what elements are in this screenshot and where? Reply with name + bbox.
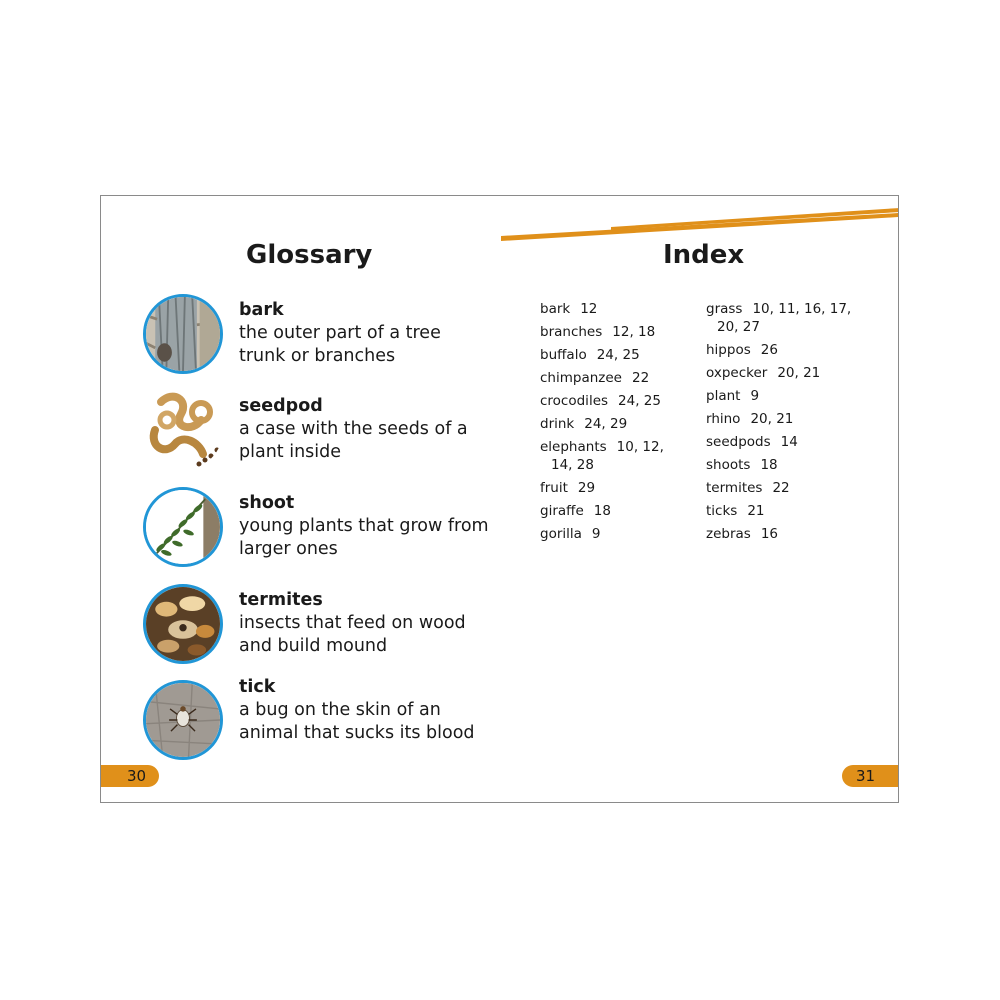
glossary-term: bark bbox=[239, 300, 284, 320]
glossary-definition: the outer part of a tree trunk or branches bbox=[239, 323, 441, 366]
glossary-definition: a case with the seeds of a plant inside bbox=[239, 419, 468, 462]
index-entry: seedpods 14 bbox=[706, 434, 798, 450]
glossary-definition: young plants that grow from larger ones bbox=[239, 516, 489, 559]
tick-photo-icon bbox=[143, 680, 223, 760]
glossary-definition: a bug on the skin of an animal that sucks its blood bbox=[239, 700, 475, 743]
index-column-a bbox=[540, 300, 680, 548]
index-entry: shoots 18 bbox=[706, 457, 778, 473]
index-entry: buffalo 24, 25 bbox=[540, 347, 640, 363]
seedpod-photo-icon bbox=[143, 390, 223, 470]
glossary-term: termites bbox=[239, 590, 323, 610]
index-entry: ticks 21 bbox=[706, 503, 765, 519]
index-entry: gorilla 9 bbox=[540, 526, 601, 542]
bark-photo-icon bbox=[143, 294, 223, 374]
index-entry: branches 12, 18 bbox=[540, 324, 656, 340]
index-entry: plant 9 bbox=[706, 388, 760, 404]
index-title: Index bbox=[663, 240, 745, 270]
glossary-title: Glossary bbox=[246, 240, 373, 270]
glossary-entry-termites bbox=[143, 584, 483, 666]
glossary-term: seedpod bbox=[239, 396, 323, 416]
glossary-entry-bark bbox=[143, 294, 483, 376]
book-spread bbox=[100, 195, 899, 803]
page-number-left: 30 bbox=[101, 765, 159, 787]
page-number-right: 31 bbox=[842, 765, 899, 787]
index-entry: drink 24, 29 bbox=[540, 416, 628, 432]
index-entry: hippos 26 bbox=[706, 342, 778, 358]
index-entry: termites 22 bbox=[706, 480, 790, 496]
glossary-term: shoot bbox=[239, 493, 295, 513]
glossary-page bbox=[101, 196, 501, 802]
index-column-b bbox=[706, 300, 856, 548]
glossary-entry-seedpod bbox=[143, 390, 483, 472]
index-entry: rhino 20, 21 bbox=[706, 411, 794, 427]
glossary-term: tick bbox=[239, 677, 276, 697]
index-entry: bark 12 bbox=[540, 301, 598, 317]
index-entry: fruit 29 bbox=[540, 480, 596, 496]
index-entry: crocodiles 24, 25 bbox=[540, 393, 661, 409]
glossary-definition: insects that feed on wood and build mound bbox=[239, 613, 466, 656]
index-entry: oxpecker 20, 21 bbox=[706, 365, 821, 381]
index-entry: elephants 10, 12, 14, 28 bbox=[540, 439, 664, 473]
glossary-entry-tick bbox=[143, 677, 483, 762]
index-entry: chimpanzee 22 bbox=[540, 370, 650, 386]
termites-photo-icon bbox=[143, 584, 223, 664]
index-entry: giraffe 18 bbox=[540, 503, 611, 519]
index-page bbox=[501, 196, 899, 802]
index-entry: zebras 16 bbox=[706, 526, 779, 542]
index-entry: grass 10, 11, 16, 17, 20, 27 bbox=[706, 301, 852, 335]
shoot-photo-icon bbox=[143, 487, 223, 567]
glossary-entry-shoot bbox=[143, 487, 489, 569]
